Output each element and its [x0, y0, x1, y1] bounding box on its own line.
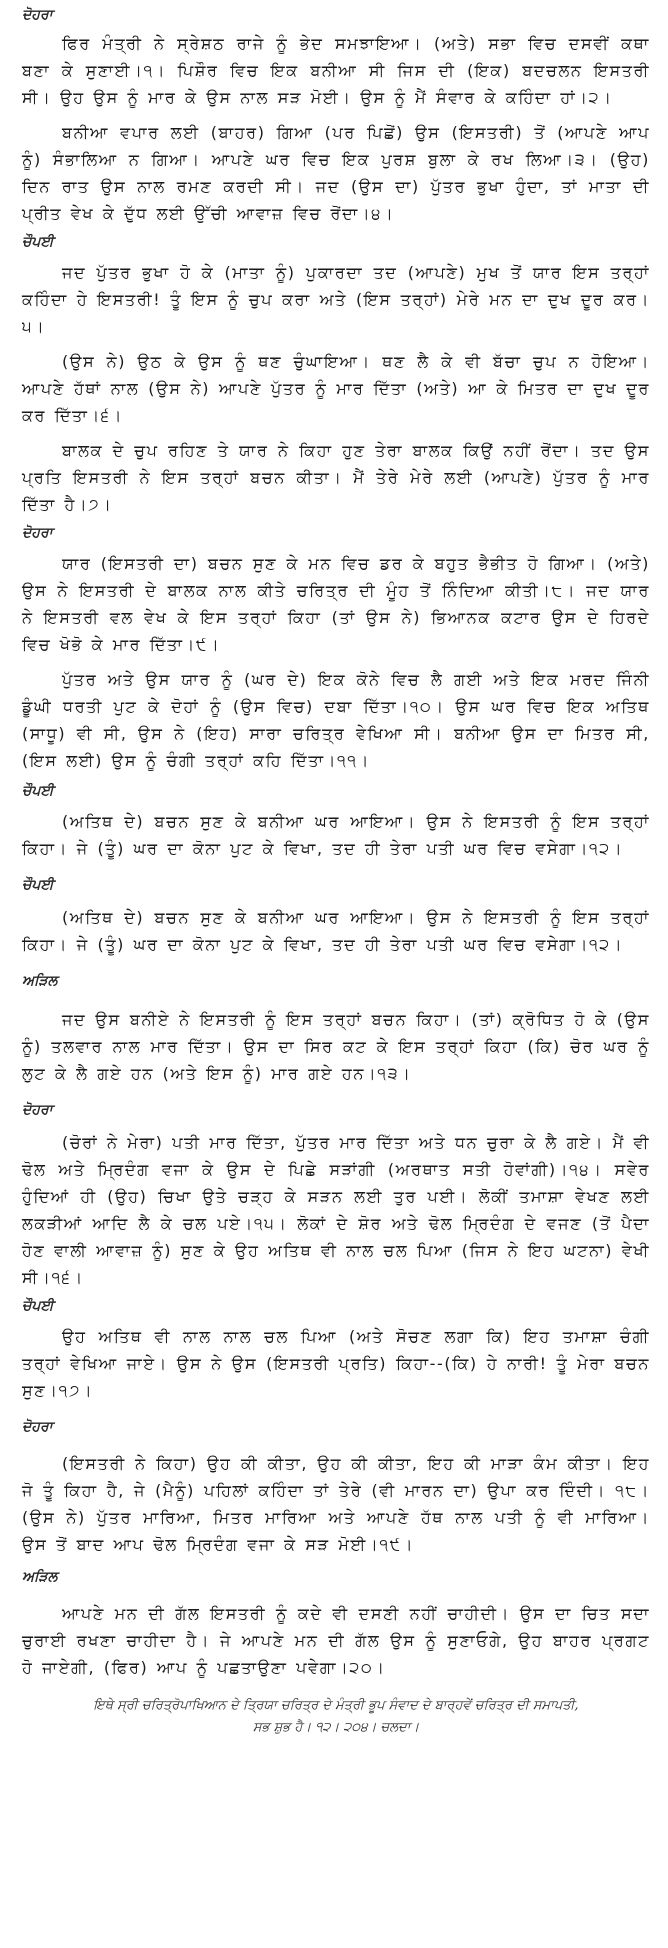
paragraph: (ਇਸਤਰੀ ਨੇ ਕਿਹਾ) ਉਹ ਕੀ ਕੀਤਾ, ਉਹ ਕੀ ਕੀਤਾ, ਇਹ ਕੀ ਮਾੜਾ ਕੰਮ ਕੀਤਾ। ਇਹ ਜੋ ਤੂੰ ਕਿਹਾ ਹੈ, ਜੇ (ਮੈਨੂੰ) ਪਹਿਲਾਂ ਕਹਿੰਦਾ ਤਾਂ ਤੇਰੇ (ਵੀ ਮਾਰਨ ਦਾ) ਉਪਾ ਕਰ ਦਿੰਦੀ। ੧੮। (ਉਸ ਨੇ) ਪੁੱਤਰ ਮਾਰਿਆ, ਮਿਤਰ ਮਾਰਿਆ ਅਤੇ ਆਪਣੇ ਹੱਥ ਨਾਲ ਪਤੀ ਨੂੰ ਵੀ ਮਾਰਿਆ। ਉਸ ਤੋਂ ਬਾਦ ਆਪ ਢੋਲ ਮ੍ਰਿਦੰਗ ਵਜਾ ਕੇ ਸੜ ਮੋਈ।੧੯।: [22, 1454, 650, 1554]
document-page: [22, 4, 650, 1739]
closing-colophon: [22, 1695, 650, 1739]
paragraph: (ਉਸ ਨੇ) ਉਠ ਕੇ ਉਸ ਨੂੰ ਥਣ ਚੁੰਘਾਇਆ। ਥਣ ਲੈ ਕੇ ਵੀ ਬੱਚਾ ਚੁਪ ਨ ਹੋਇਆ। ਆਪਣੇ ਹੱਥਾਂ ਨਾਲ (ਉਸ ਨੇ) ਆਪਣੇ ਪੁੱਤਰ ਨੂੰ ਮਾਰ ਦਿੱਤਾ (ਅਤੇ) ਆ ਕੇ ਮਿਤਰ ਦਾ ਦੁਖ ਦੂਰ ਕਰ ਦਿੱਤਾ।੬।: [22, 352, 650, 425]
paragraph: ਉਹ ਅਤਿਥ ਵੀ ਨਾਲ ਨਾਲ ਚਲ ਪਿਆ (ਅਤੇ ਸੋਚਣ ਲਗਾ ਕਿ) ਇਹ ਤਮਾਸ਼ਾ ਚੰਗੀ ਤਰ੍ਹਾਂ ਵੇਖਿਆ ਜਾਏ। ਉਸ ਨੇ ਉਸ (ਇਸਤਰੀ ਪ੍ਰਤਿ) ਕਿਹਾ--(ਕਿ) ਹੇ ਨਾਰੀ! ਤੂੰ ਮੇਰਾ ਬਚਨ ਸੁਣ।੧੭।: [22, 1327, 650, 1400]
section-heading: ਚੌਪਈ: [22, 877, 54, 893]
paragraph: ਬਾਲਕ ਦੇ ਚੁਪ ਰਹਿਣ ਤੇ ਯਾਰ ਨੇ ਕਿਹਾ ਹੁਣ ਤੇਰਾ ਬਾਲਕ ਕਿਉਂ ਨਹੀਂ ਰੋਂਦਾ। ਤਦ ਉਸ ਪ੍ਰਤਿ ਇਸਤਰੀ ਨੇ ਇਸ ਤਰ੍ਹਾਂ ਬਚਨ ਕੀਤਾ। ਮੈਂ ਤੇਰੇ ਮੇਰੇ ਲਈ (ਆਪਣੇ) ਪੁੱਤਰ ਨੂੰ ਮਾਰ ਦਿੱਤਾ ਹੈ।੭।: [22, 441, 650, 514]
paragraph: ਜਦ ਉਸ ਬਨੀਏ ਨੇ ਇਸਤਰੀ ਨੂੰ ਇਸ ਤਰ੍ਹਾਂ ਬਚਨ ਕਿਹਾ। (ਤਾਂ) ਕ੍ਰੋਧਿਤ ਹੋ ਕੇ (ਉਸ ਨੂੰ) ਤਲਵਾਰ ਨਾਲ ਮਾਰ ਦਿੱਤਾ। ਉਸ ਦਾ ਸਿਰ ਕਟ ਕੇ ਇਸ ਤਰ੍ਹਾਂ ਕਿਹਾ (ਕਿ) ਚੋਰ ਘਰ ਨੂੰ ਲੁਟ ਕੇ ਲੈ ਗਏ ਹਨ (ਅਤੇ ਇਸ ਨੂੰ) ਮਾਰ ਗਏ ਹਨ।੧੩।: [22, 1010, 650, 1083]
paragraph: (ਚੋਰਾਂ ਨੇ ਮੇਰਾ) ਪਤੀ ਮਾਰ ਦਿੱਤਾ, ਪੁੱਤਰ ਮਾਰ ਦਿੱਤਾ ਅਤੇ ਧਨ ਚੁਰਾ ਕੇ ਲੈ ਗਏ। ਮੈਂ ਵੀ ਢੋਲ ਅਤੇ ਮ੍ਰਿਦੰਗ ਵਜਾ ਕੇ ਉਸ ਦੇ ਪਿਛੇ ਸੜਾਂਗੀ (ਅਰਥਾਤ ਸਤੀ ਹੋਵਾਂਗੀ)।੧੪। ਸਵੇਰ ਹੁੰਦਿਆਂ ਹੀ (ਉਹ) ਚਿਖਾ ਉਤੇ ਚੜ੍ਹ ਕੇ ਸੜਨ ਲਈ ਤੁਰ ਪਈ। ਲੋਕੀਂ ਤਮਾਸ਼ਾ ਵੇਖਣ ਲਈ ਲਕੜੀਆਂ ਆਦਿ ਲੈ ਕੇ ਚਲ ਪਏ।੧੫। ਲੋਕਾਂ ਦੇ ਸ਼ੋਰ ਅਤੇ ਢੋਲ ਮ੍ਰਿਦੰਗ ਦੇ ਵਜਣ (ਤੋਂ ਪੈਦਾ ਹੋਣ ਵਾਲੀ ਆਵਾਜ਼ ਨੂੰ) ਸੁਣ ਕੇ ਉਹ ਅਤਿਥ ਵੀ ਨਾਲ ਚਲ ਪਿਆ (ਜਿਸ ਨੇ ਇਹ ਘਟਨਾ) ਵੇਖੀ ਸੀ।੧੬।: [22, 1133, 650, 1287]
section-arhil-1: [22, 972, 650, 1087]
section-heading: ਦੋਹਰਾ: [22, 7, 53, 23]
section-dohra-2: [22, 524, 650, 774]
section-dohra-1: [22, 6, 650, 227]
section-heading: ਅੜਿਲ: [22, 1569, 58, 1585]
section-arhil-2: [22, 1568, 650, 1681]
section-chaupai-1: [22, 233, 650, 518]
paragraph: ਜਦ ਪੁੱਤਰ ਭੁਖਾ ਹੋ ਕੇ (ਮਾਤਾ ਨੂੰ) ਪੁਕਾਰਦਾ ਤਦ (ਆਪਣੇ) ਮੁਖ ਤੋਂ ਯਾਰ ਇਸ ਤਰ੍ਹਾਂ ਕਹਿੰਦਾ ਹੇ ਇਸਤਰੀ! ਤੂੰ ਇਸ ਨੂੰ ਚੁਪ ਕਰਾ ਅਤੇ (ਇਸ ਤਰ੍ਹਾਂ) ਮੇਰੇ ਮਨ ਦਾ ਦੁਖ ਦੂਰ ਕਰ।੫।: [22, 263, 650, 336]
section-heading: ਚੌਪਈ: [22, 1298, 54, 1314]
section-heading: ਦੋਹਰਾ: [22, 1102, 53, 1118]
paragraph: ਆਪਣੇ ਮਨ ਦੀ ਗੱਲ ਇਸਤਰੀ ਨੂੰ ਕਦੇ ਵੀ ਦਸਣੀ ਨਹੀਂ ਚਾਹੀਦੀ। ਉਸ ਦਾ ਚਿਤ ਸਦਾ ਚੁਰਾਈ ਰਖਣਾ ਚਾਹੀਦਾ ਹੈ। ਜੇ ਆਪਣੇ ਮਨ ਦੀ ਗੱਲ ਉਸ ਨੂੰ ਸੁਣਾਓਗੇ, ਉਹ ਬਾਹਰ ਪ੍ਰਗਟ ਹੋ ਜਾਏਗੀ, (ਫਿਰ) ਆਪ ਨੂੰ ਪਛਤਾਉਣਾ ਪਵੇਗਾ।੨੦।: [22, 1604, 650, 1677]
section-heading: ਦੋਹਰਾ: [22, 1419, 53, 1435]
section-dohra-3: [22, 1101, 650, 1291]
section-heading: ਦੋਹਰਾ: [22, 525, 53, 541]
section-chaupai-2: [22, 782, 650, 862]
section-dohra-4: [22, 1418, 650, 1558]
section-chaupai-4: [22, 1297, 650, 1404]
paragraph: (ਅਤਿਥ ਦੇ) ਬਚਨ ਸੁਣ ਕੇ ਬਨੀਆ ਘਰ ਆਇਆ। ਉਸ ਨੇ ਇਸਤਰੀ ਨੂੰ ਇਸ ਤਰ੍ਹਾਂ ਕਿਹਾ। ਜੇ (ਤੂੰ) ਘਰ ਦਾ ਕੋਨਾ ਪੁਟ ਕੇ ਵਿਖਾ, ਤਦ ਹੀ ਤੇਰਾ ਪਤੀ ਘਰ ਵਿਚ ਵਸੇਗਾ।੧੨।: [22, 908, 650, 954]
paragraph: ਯਾਰ (ਇਸਤਰੀ ਦਾ) ਬਚਨ ਸੁਣ ਕੇ ਮਨ ਵਿਚ ਡਰ ਕੇ ਬਹੁਤ ਭੈਭੀਤ ਹੋ ਗਿਆ। (ਅਤੇ) ਉਸ ਨੇ ਇਸਤਰੀ ਦੇ ਬਾਲਕ ਨਾਲ ਕੀਤੇ ਚਰਿਤ੍ਰ ਦੀ ਮੂੰਹ ਤੋਂ ਨਿੰਦਿਆ ਕੀਤੀ।੮। ਜਦ ਯਾਰ ਨੇ ਇਸਤਰੀ ਵਲ ਵੇਖ ਕੇ ਇਸ ਤਰ੍ਹਾਂ ਕਿਹਾ (ਤਾਂ ਉਸ ਨੇ) ਭਿਆਨਕ ਕਟਾਰ ਉਸ ਦੇ ਹਿਰਦੇ ਵਿਚ ਖੋਭੋ ਕੇ ਮਾਰ ਦਿੱਤਾ।੯।: [22, 554, 650, 654]
section-heading: ਚੌਪਈ: [22, 234, 54, 250]
paragraph: ਫਿਰ ਮੰਤ੍ਰੀ ਨੇ ਸ੍ਰੇਸ਼ਠ ਰਾਜੇ ਨੂੰ ਭੇਦ ਸਮਝਾਇਆ। (ਅਤੇ) ਸਭਾ ਵਿਚ ਦਸਵੀਂ ਕਥਾ ਬਣਾ ਕੇ ਸੁਣਾਈ।੧। ਪਿਸ਼ੌਰ ਵਿਚ ਇਕ ਬਨੀਆ ਸੀ ਜਿਸ ਦੀ (ਇਕ) ਬਦਚਲਨ ਇਸਤਰੀ ਸੀ। ਉਹ ਉਸ ਨੂੰ ਮਾਰ ਕੇ ਉਸ ਨਾਲ ਸੜ ਮੋਈ। ਉਸ ਨੂੰ ਮੈਂ ਸੰਵਾਰ ਕੇ ਕਹਿੰਦਾ ਹਾਂ।੨।: [22, 34, 650, 107]
colophon-line-2: ਸਭ ਸ਼ੁਭ ਹੈ। ੧੨। ੨੦੪। ਚਲਦਾ।: [252, 1720, 420, 1735]
section-heading: ਅੜਿਲ: [22, 973, 58, 989]
section-chaupai-3: [22, 876, 650, 958]
section-heading: ਚੌਪਈ: [22, 783, 54, 799]
paragraph: ਪੁੱਤਰ ਅਤੇ ਉਸ ਯਾਰ ਨੂੰ (ਘਰ ਦੇ) ਇਕ ਕੋਨੇ ਵਿਚ ਲੈ ਗਈ ਅਤੇ ਇਕ ਮਰਦ ਜਿੰਨੀ ਡੂੰਘੀ ਧਰਤੀ ਪੁਟ ਕੇ ਦੋਹਾਂ ਨੂੰ (ਉਸ ਵਿਚ) ਦਬਾ ਦਿੱਤਾ।੧੦। ਉਸ ਘਰ ਵਿਚ ਇਕ ਅਤਿਥ (ਸਾਧੂ) ਵੀ ਸੀ, ਉਸ ਨੇ (ਇਹ) ਸਾਰਾ ਚਰਿਤ੍ਰ ਵੇਖਿਆ ਸੀ। ਬਨੀਆ ਉਸ ਦਾ ਮਿਤਰ ਸੀ, (ਇਸ ਲਈ) ਉਸ ਨੂੰ ਚੰਗੀ ਤਰ੍ਹਾਂ ਕਹਿ ਦਿੱਤਾ।੧੧।: [22, 670, 650, 770]
colophon-line-1: ਇਥੇ ਸ੍ਰੀ ਚਰਿਤ੍ਰੋਪਾਖਿਆਨ ਦੇ ਤ੍ਰਿਯਾ ਚਰਿਤ੍ਰ ਦੇ ਮੰਤ੍ਰੀ ਭੂਪ ਸੰਵਾਦ ਦੇ ਬਾਰ੍ਹਵੇਂ ਚਰਿਤ੍ਰ ਦੀ ਸਮਾਪਤੀ,: [93, 1698, 579, 1713]
paragraph: (ਅਤਿਥ ਦੇ) ਬਚਨ ਸੁਣ ਕੇ ਬਨੀਆ ਘਰ ਆਇਆ। ਉਸ ਨੇ ਇਸਤਰੀ ਨੂੰ ਇਸ ਤਰ੍ਹਾਂ ਕਿਹਾ। ਜੇ (ਤੂੰ) ਘਰ ਦਾ ਕੋਨਾ ਪੁਟ ਕੇ ਵਿਖਾ, ਤਦ ਹੀ ਤੇਰਾ ਪਤੀ ਘਰ ਵਿਚ ਵਸੇਗਾ।੧੨।: [22, 812, 650, 858]
paragraph: ਬਨੀਆ ਵਪਾਰ ਲਈ (ਬਾਹਰ) ਗਿਆ (ਪਰ ਪਿਛੋਂ) ਉਸ (ਇਸਤਰੀ) ਤੋਂ (ਆਪਣੇ ਆਪ ਨੂੰ) ਸੰਭਾਲਿਆ ਨ ਗਿਆ। ਆਪਣੇ ਘਰ ਵਿਚ ਇਕ ਪੁਰਸ਼ ਬੁਲਾ ਕੇ ਰਖ ਲਿਆ।੩। (ਉਹ) ਦਿਨ ਰਾਤ ਉਸ ਨਾਲ ਰਮਣ ਕਰਦੀ ਸੀ। ਜਦ (ਉਸ ਦਾ) ਪੁੱਤਰ ਭੁਖਾ ਹੁੰਦਾ, ਤਾਂ ਮਾਤਾ ਦੀ ਪ੍ਰੀਤ ਵੇਖ ਕੇ ਦੁੱਧ ਲਈ ਉੱਚੀ ਆਵਾਜ਼ ਵਿਚ ਰੋਂਦਾ।੪।: [22, 123, 650, 223]
